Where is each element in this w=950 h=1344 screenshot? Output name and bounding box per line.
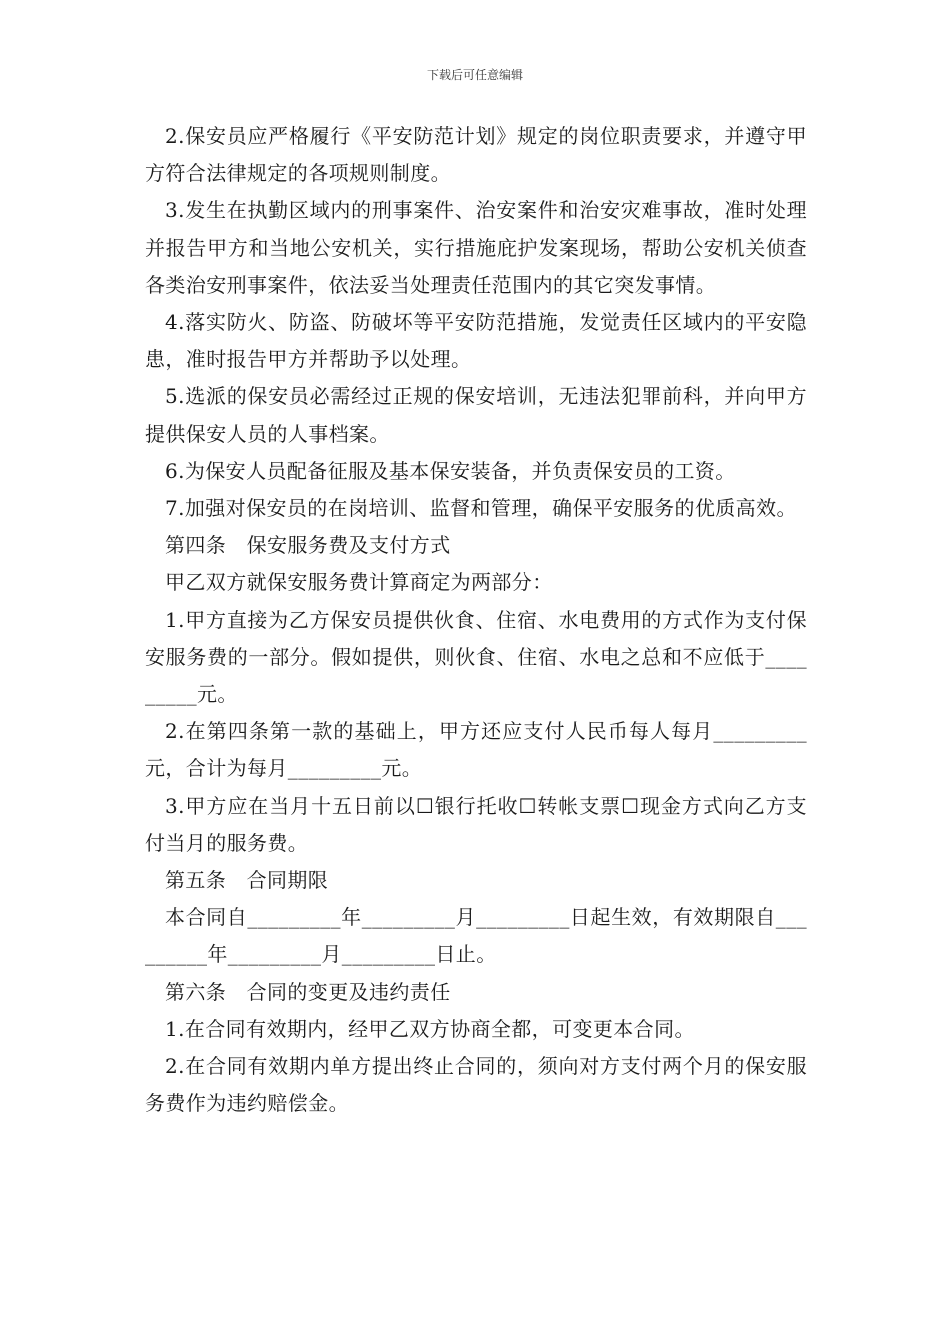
clause-3-item-6: 6.为保安人员配备征服及基本保安装备，并负责保安员的工资。	[165, 458, 736, 483]
clause-6-item-2: 2.在合同有效期内单方提出终止合同的，须向对方支付两个月的保安服务费作为违约赔偿金。	[145, 1054, 807, 1116]
clause-3-item-5: 5.选派的保安员必需经过正规的保安培训，无违法犯罪前科，并向甲方提供保安人员的人事档案。	[145, 384, 807, 446]
clause-3-item-2: 2.保安员应严格履行《平安防范计划》规定的岗位职责要求，并遵守甲方符合法律规定的各项规则制度。	[145, 124, 807, 186]
page-header: 下载后可任意编辑	[426, 68, 523, 82]
clause-4-item-2: 2.在第四条第一款的基础上，甲方还应支付人民币每人每月_________元，合计为每月_________元。	[145, 719, 807, 781]
clause-4-intro: 甲乙双方就保安服务费计算商定为两部分：	[165, 570, 553, 595]
clause-5-heading: 第五条 合同期限	[165, 868, 329, 893]
clause-4-item-1: 1.甲方直接为乙方保安员提供伙食、住宿、水电费用的方式作为支付保安服务费的一部分。假如提供，则伙食、住宿、水电之总和不应低于_________元。	[145, 607, 807, 707]
clause-4-heading: 第四条 保安服务费及支付方式	[165, 533, 451, 558]
clause-3-item-7: 7.加强对保安员的在岗培训、监督和管理，确保平安服务的优质高效。	[165, 496, 797, 521]
clause-3-item-3: 3.发生在执勤区域内的刑事案件、治安案件和治安灾难事故，准时处理并报告甲方和当地公安机关，实行措施庇护发案现场，帮助公安机关侦查各类治安刑事案件，依法妥当处理责任范围内的其它突发事情。	[145, 198, 807, 297]
clause-4-item-3: 3.甲方应在当月十五日前以☐银行托收☐转帐支票☐现金方式向乙方支付当月的服务费。	[145, 793, 807, 855]
clause-5-body: 本合同自_________年_________月_________日起生效，有效期限自_________年_________月_________日止。	[145, 905, 807, 967]
clause-6-item-1: 1.在合同有效期内，经甲乙双方协商全都，可变更本合同。	[165, 1016, 695, 1041]
clause-3-item-4: 4.落实防火、防盗、防破坏等平安防范措施，发觉责任区域内的平安隐患，准时报告甲方并帮助予以处理。	[145, 310, 807, 372]
clause-6-heading: 第六条 合同的变更及违约责任	[165, 979, 451, 1004]
document-body	[145, 118, 807, 1122]
